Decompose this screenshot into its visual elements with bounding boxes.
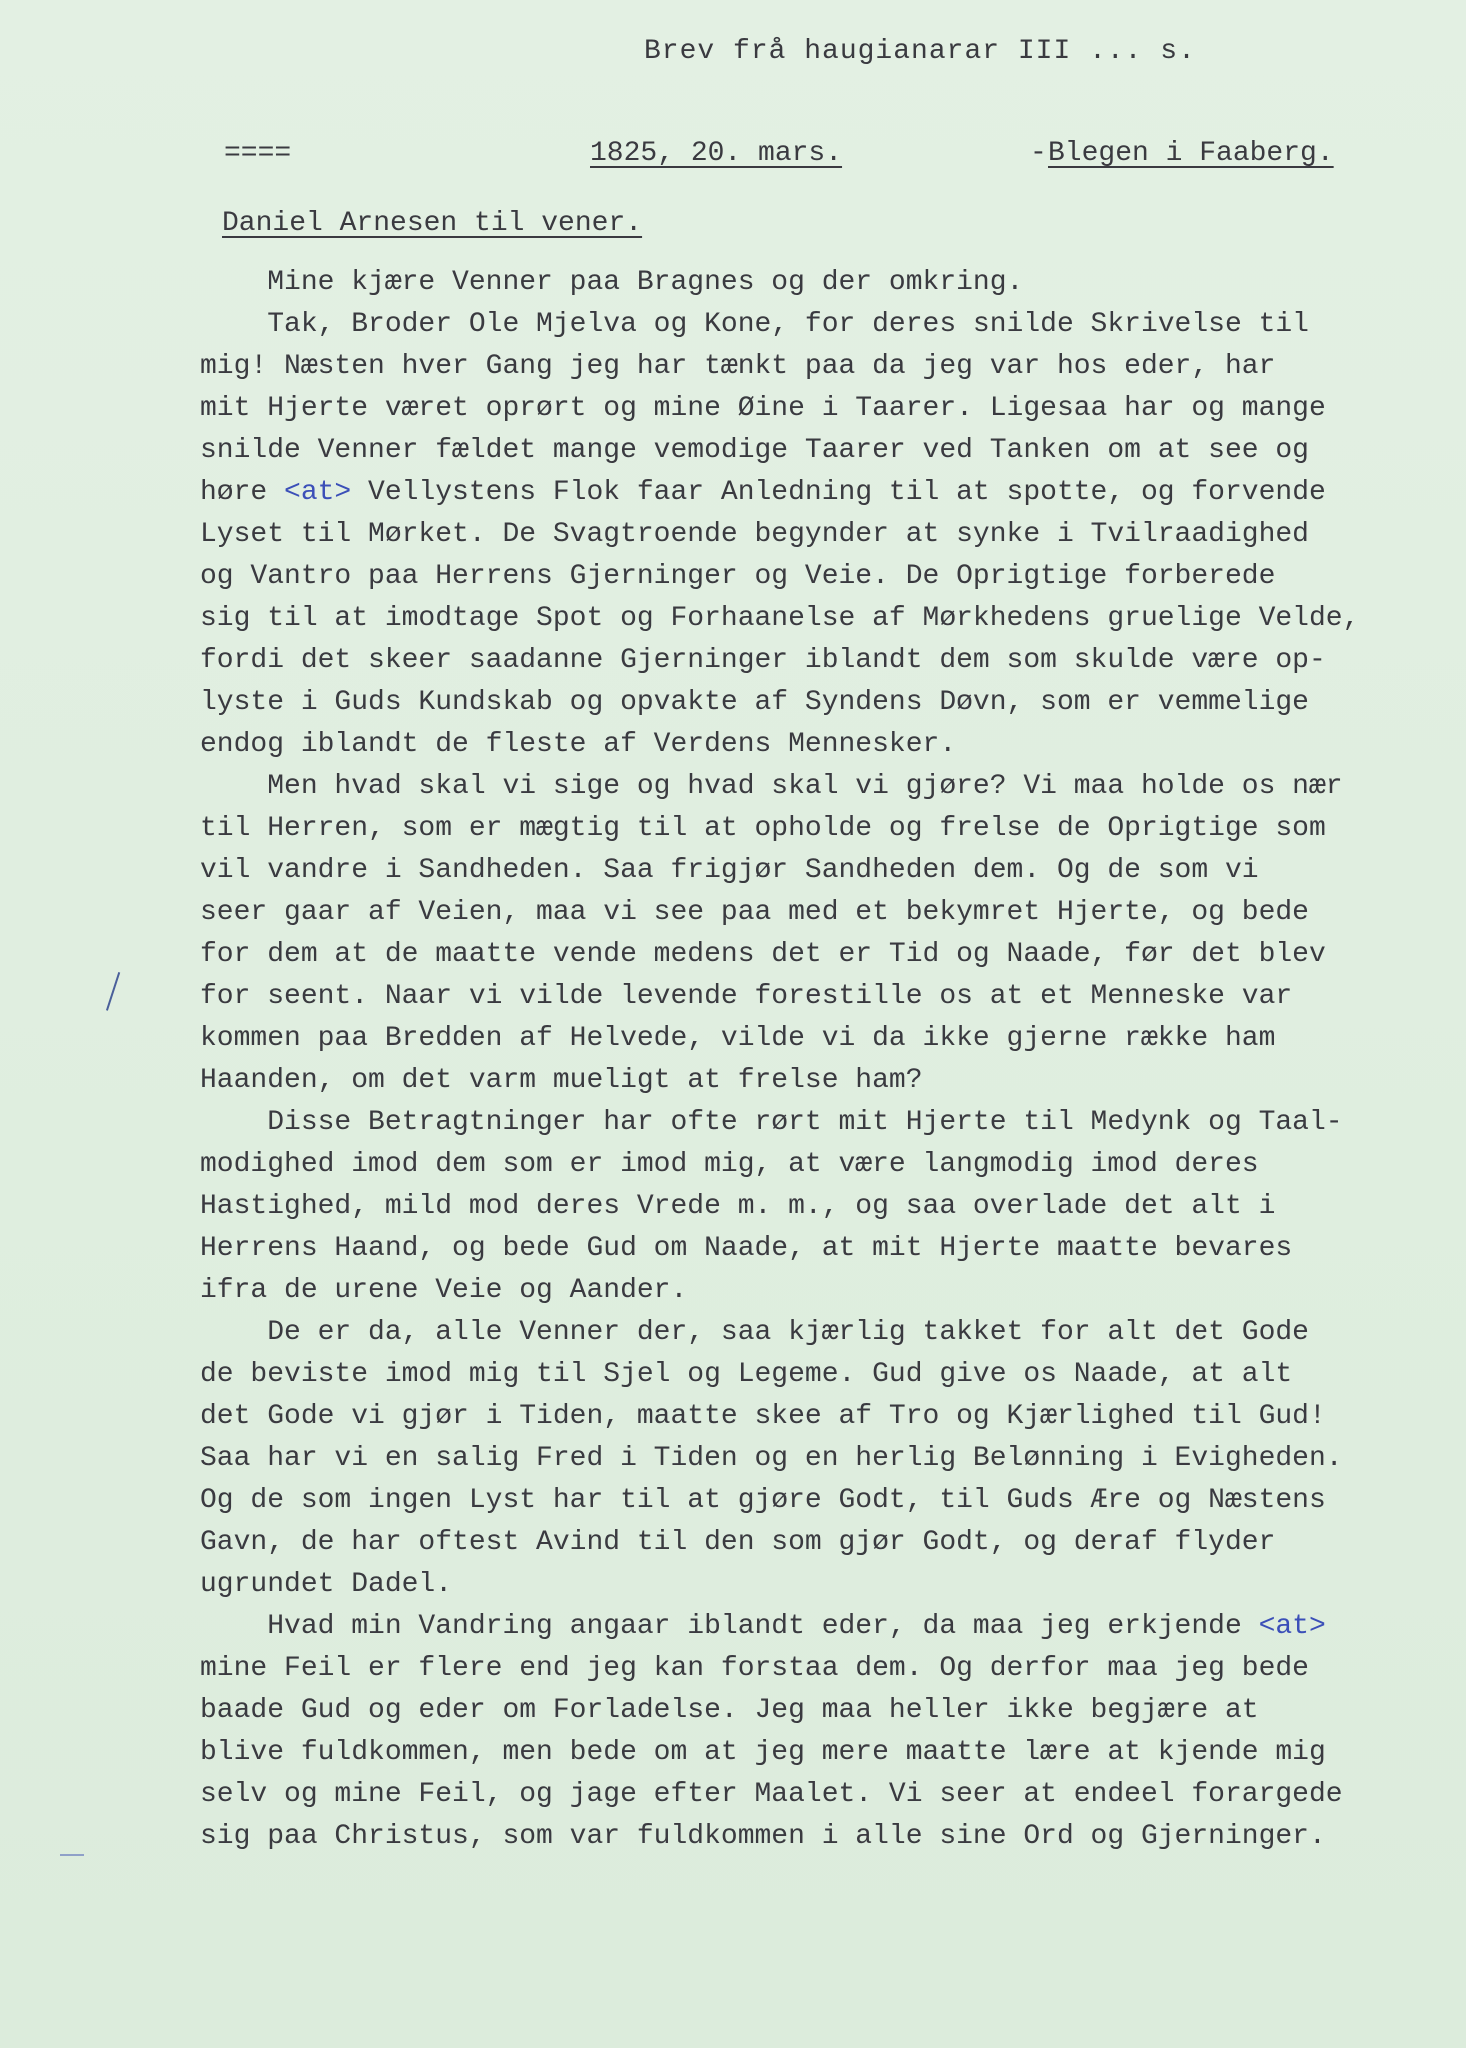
body-line: Herrens Haand, og bede Gud om Naade, at mit Hjerte maatte bevares: [200, 1233, 1293, 1264]
body-line: ifra de urene Veie og Aander.: [200, 1275, 688, 1306]
body-line: Haanden, om det varm mueligt at frelse ham?: [200, 1065, 923, 1096]
letter-meta: [224, 138, 1344, 182]
body-line: Tak, Broder Ole Mjelva og Kone, for deres snilde Skrivelse til: [200, 309, 1309, 340]
body-line-with-insertion: [200, 472, 1440, 514]
body-line: mine Feil er flere end jeg kan forstaa dem. Og derfor maa jeg bede: [200, 1653, 1309, 1684]
body-line: Lyset til Mørket. De Svagtroende begynder at synke i Tvilraadighed: [200, 519, 1309, 550]
body-line: for seent. Naar vi vilde levende forestille os at et Menneske var: [200, 981, 1293, 1012]
editorial-insertion: <at>: [284, 477, 352, 508]
body-line: Disse Betragtninger har ofte rørt mit Hjerte til Medynk og Taal-: [200, 1107, 1343, 1138]
body-line: endog iblandt de fleste af Verdens Mennesker.: [200, 729, 957, 760]
body-line: selv og mine Feil, og jage efter Maalet. Vi seer at endeel forargede: [200, 1779, 1343, 1810]
body-line: mig! Næsten hver Gang jeg har tænkt paa da jeg var hos eder, har: [200, 351, 1276, 382]
body-line: snilde Venner fældet mange vemodige Taarer ved Tanken om at see og: [200, 435, 1309, 466]
body-line: sig paa Christus, som var fuldkommen i alle sine Ord og Gjerninger.: [200, 1821, 1326, 1852]
body-line: de beviste imod mig til Sjel og Legeme. Gud give os Naade, at alt: [200, 1359, 1293, 1390]
letter-body: [200, 262, 1440, 1858]
body-line: seer gaar af Veien, maa vi see paa med et bekymret Hjerte, og bede: [200, 897, 1309, 928]
body-line: baade Gud og eder om Forladelse. Jeg maa heller ikke begjære at: [200, 1695, 1259, 1726]
body-line-with-insertion: [200, 1606, 1440, 1648]
document-header: Brev frå haugianarar III ... s.: [644, 36, 1196, 67]
meta-dash: -: [1030, 138, 1047, 169]
body-line: ugrundet Dadel.: [200, 1569, 453, 1600]
editorial-insertion: <at>: [1258, 1611, 1326, 1642]
body-line: blive fuldkommen, men bede om at jeg mere maatte lære at kjende mig: [200, 1737, 1326, 1768]
letter-place: Blegen i Faaberg.: [1048, 138, 1334, 169]
body-line: mit Hjerte været oprørt og mine Øine i Taarer. Ligesaa har og mange: [200, 393, 1326, 424]
margin-pen-mark: [60, 1848, 84, 1856]
body-line: modighed imod dem som er imod mig, at være langmodig imod deres: [200, 1149, 1259, 1180]
body-line: fordi det skeer saadanne Gjerninger iblandt dem som skulde være op-: [200, 645, 1326, 676]
body-line: Gavn, de har oftest Avind til den som gjør Godt, og deraf flyder: [200, 1527, 1276, 1558]
margin-pen-mark: [106, 972, 124, 1012]
body-line: Men hvad skal vi sige og hvad skal vi gjøre? Vi maa holde os nær: [200, 771, 1343, 802]
body-line: Saa har vi en salig Fred i Tiden og en herlig Belønning i Evigheden.: [200, 1443, 1343, 1474]
body-line: og Vantro paa Herrens Gjerninger og Veie. De Oprigtige forberede: [200, 561, 1276, 592]
body-line: for dem at de maatte vende medens det er Tid og Naade, før det blev: [200, 939, 1326, 970]
letter-subject: Daniel Arnesen til vener.: [222, 208, 643, 239]
body-line: det Gode vi gjør i Tiden, maatte skee af Tro og Kjærlighed til Gud!: [200, 1401, 1326, 1432]
body-line: vil vandre i Sandheden. Saa frigjør Sandheden dem. Og de som vi: [200, 855, 1259, 886]
body-line: Hastighed, mild mod deres Vrede m. m., og saa overlade det alt i: [200, 1191, 1276, 1222]
body-line-end: Vellystens Flok faar Anledning til at spotte, og forvende: [351, 477, 1326, 508]
body-line: lyste i Guds Kundskab og opvakte af Syndens Døvn, som er vemmelige: [200, 687, 1309, 718]
section-marker: ====: [224, 138, 292, 169]
body-line: De er da, alle Venner der, saa kjærlig takket for alt det Gode: [200, 1317, 1309, 1348]
body-line-start: høre: [200, 477, 285, 508]
body-line: til Herren, som er mægtig til at opholde og frelse de Oprigtige som: [200, 813, 1326, 844]
body-line: sig til at imodtage Spot og Forhaanelse af Mørkhedens gruelige Velde,: [200, 603, 1360, 634]
body-line-start: Hvad min Vandring angaar iblandt eder, da maa jeg erkjende: [200, 1611, 1259, 1642]
body-line: kommen paa Bredden af Helvede, vilde vi da ikke gjerne række ham: [200, 1023, 1276, 1054]
body-line: Og de som ingen Lyst har til at gjøre Godt, til Guds Ære og Næstens: [200, 1485, 1326, 1516]
letter-date: 1825, 20. mars.: [590, 138, 843, 169]
body-line: Mine kjære Venner paa Bragnes og der omkring.: [200, 267, 1024, 298]
